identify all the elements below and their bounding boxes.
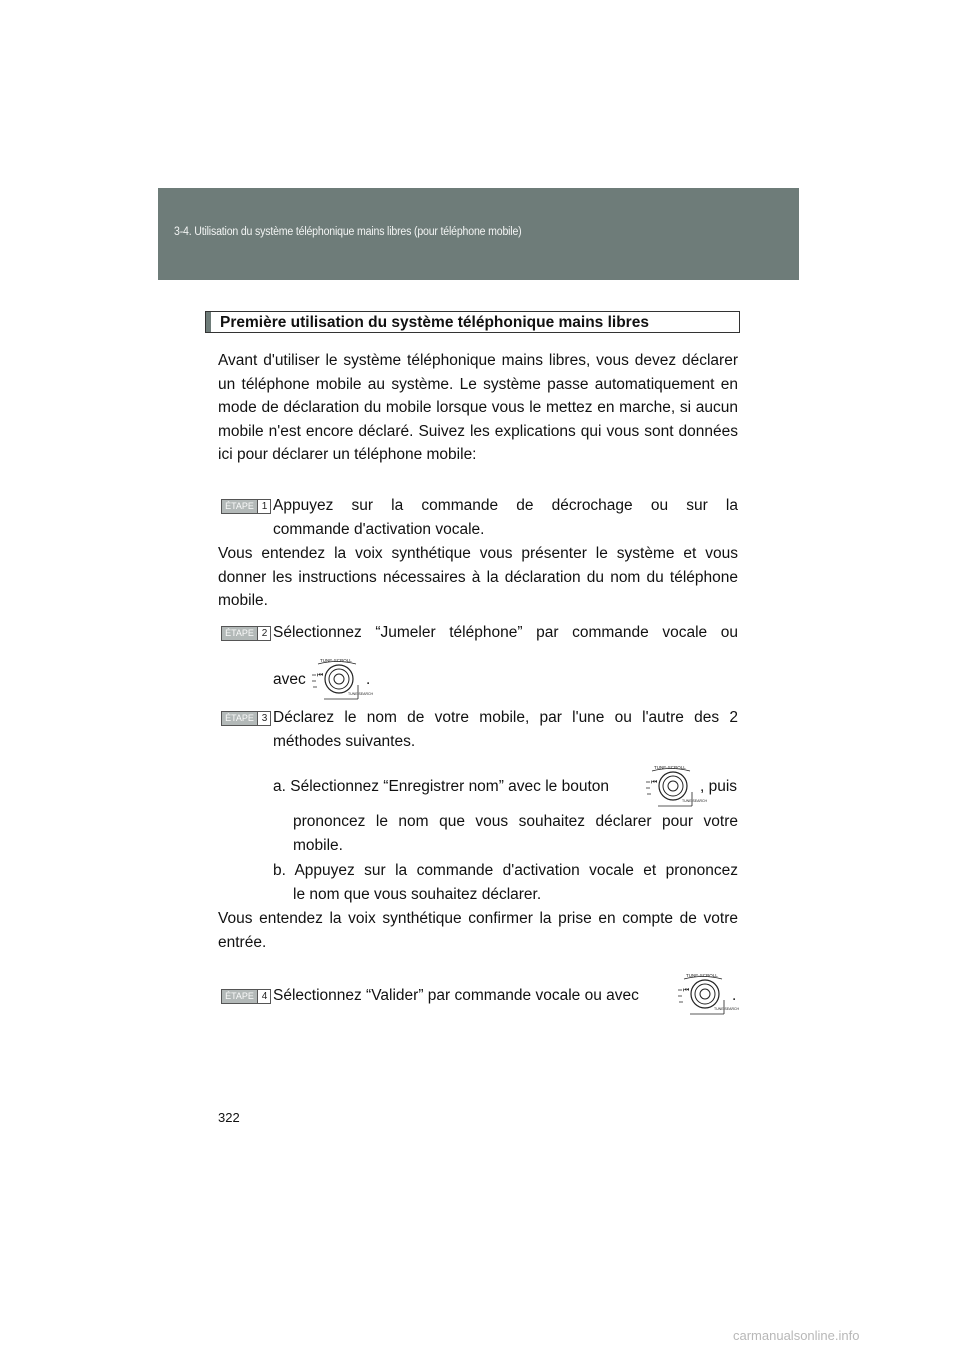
step-badge-label: ÉTAPE — [222, 990, 257, 1003]
step-2-period: . — [366, 671, 371, 688]
step-2-line-1: Sélectionnez “Jumeler téléphone” par commande vocale ou — [273, 624, 738, 641]
section-heading — [205, 311, 740, 333]
knob-top-label: TUNE·SCROLL — [320, 658, 352, 663]
sub-a-continuation: prononcez le nom que vous souhaitez déclarer pour votre mobile. — [293, 813, 738, 854]
step-2-avec: avec — [273, 671, 306, 688]
tune-scroll-knob-icon — [310, 655, 374, 708]
step-1-result: Vous entendez la voix synthétique vous présenter le système et vous donner les instructions nécessaires à la déclaration du nom du téléphone mobile. — [218, 545, 738, 609]
step-badge-label: ÉTAPE — [222, 500, 257, 513]
watermark: carmanualsonline.info — [733, 1328, 860, 1343]
knob-bottom-label: TUNE SEARCH — [682, 799, 708, 803]
svg-text:⏮: ⏮ — [317, 672, 324, 679]
sub-b-line-1: b. Appuyez sur la commande d'activation vocale et prononcez — [273, 862, 738, 879]
svg-text:⏮: ⏮ — [683, 987, 690, 994]
step-3-line-2: méthodes suivantes. — [273, 733, 416, 750]
step-2-line-2 — [273, 668, 306, 692]
knob-top-label: TUNE·SCROLL — [654, 765, 686, 770]
step-badge-number: 1 — [257, 500, 271, 513]
knob-bottom-label: TUNE SEARCH — [714, 1007, 740, 1011]
step-1-line-1: Appuyez sur la commande de décrochage ou sur la — [273, 497, 738, 514]
step-badge-2 — [221, 626, 271, 641]
sub-a-line-1: a. Sélectionnez “Enregistrer nom” avec le bouton — [273, 778, 610, 795]
section-heading-bar — [206, 312, 211, 332]
step-badge-4 — [221, 989, 271, 1004]
sub-a-line-1-end: , puis — [700, 778, 738, 795]
step-badge-3 — [221, 711, 271, 726]
tune-scroll-knob-icon — [676, 970, 740, 1023]
step-4-period: . — [732, 987, 737, 1004]
chapter-header — [158, 188, 799, 280]
step-badge-number: 4 — [257, 990, 271, 1003]
step-3-result: Vous entendez la voix synthétique confirmer la prise en compte de votre entrée. — [218, 910, 738, 951]
step-badge-number: 2 — [257, 627, 271, 640]
knob-bottom-label: TUNE SEARCH — [348, 692, 374, 696]
svg-text:⏮: ⏮ — [651, 779, 658, 786]
knob-top-label: TUNE·SCROLL — [686, 973, 718, 978]
step-1-line-2: commande d'activation vocale. — [273, 521, 485, 538]
tune-scroll-knob-icon — [644, 762, 708, 815]
step-badge-label: ÉTAPE — [222, 712, 257, 725]
step-3-line-1: Déclarez le nom de votre mobile, par l'une ou l'autre des 2 — [273, 709, 738, 726]
step-badge-label: ÉTAPE — [222, 627, 257, 640]
sub-b-continuation: le nom que vous souhaitez déclarer. — [293, 886, 542, 903]
section-heading-text: Première utilisation du système téléphonique mains libres — [220, 314, 649, 331]
page-number: 322 — [218, 1110, 240, 1125]
step-badge-number: 3 — [257, 712, 271, 725]
step-badge-1 — [221, 499, 271, 514]
chapter-title: 3-4. Utilisation du système téléphonique mains libres (pour téléphone mobile) — [174, 226, 522, 238]
step-4-text: Sélectionnez “Valider” par commande vocale ou avec — [273, 987, 639, 1004]
intro-paragraph: Avant d'utiliser le système téléphonique mains libres, vous devez déclarer un téléphone mobile au système. Le système passe automatiquement en mode de déclaration du mobile lorsque vous le mettez en marche, si aucun mobile n'est encore déclaré. Suivez les explications qui vous sont données ici pour déclarer un téléphone mobile: — [218, 352, 738, 463]
